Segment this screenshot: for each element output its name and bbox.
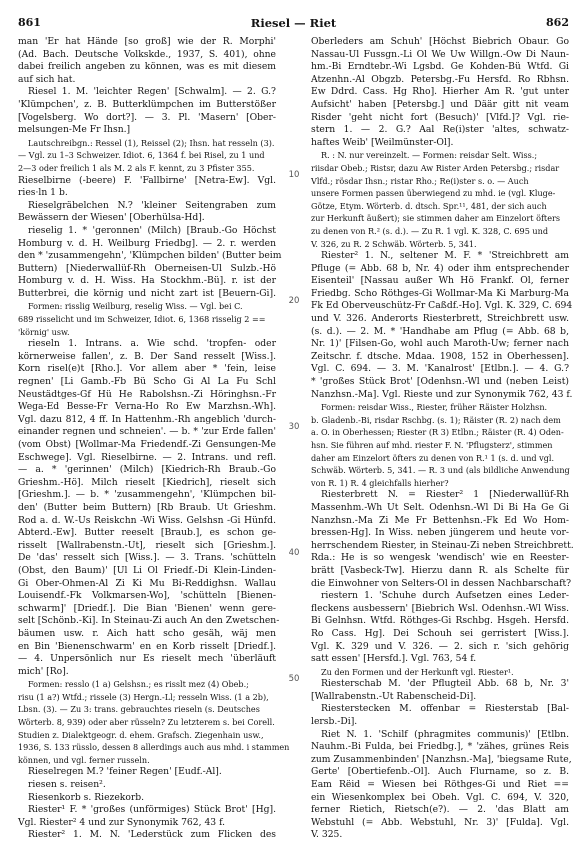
text-line: Friedbg. Scho Röthges-Gi Wollmar-Ma Ki Marburg-Ma xyxy=(311,287,569,299)
text-line: dabei freilich angeben zu können, was es mit diesem xyxy=(18,61,276,73)
gutter-line-number: 10 xyxy=(288,170,300,180)
text-line: hsn. Sie führen auf mhd. riester F. N. 'Pflugsterz', stimmen xyxy=(311,440,553,450)
text-line: [Grieshm.]. — b. * 'zusammengehn', 'Klümpchen bil- xyxy=(18,489,276,501)
text-line: Webstuhl (= Abb. Webstuhl, Nr. 3)' [Fulda]. Vgl. xyxy=(311,816,569,828)
text-line: unsere Formen passen überwiegend zu mhd. ie (vgl. Kluge- xyxy=(311,188,556,199)
text-line: b. Gladenb.-Bi, risdar Rschbg. (s. 1); Räister (R. 2) nach dem xyxy=(311,414,561,425)
text-line: Rda.: He is so wengesk 'wendisch' wie en Reester- xyxy=(311,552,569,564)
text-line: Eschwege]. Vgl. Rieselbirne. — 2. Intrans. und refl. xyxy=(18,451,276,463)
text-line: Nanzhsn.-Ma]. Vgl. Rieste und zur Synonymik 762, 43 f. xyxy=(311,388,573,400)
text-line: Riester² 1. M. N. 'Lederstück zum Flicken des xyxy=(28,829,276,841)
text-line: die Einwohner von Selters-Ol in dessen Nachbarschaft? xyxy=(311,577,572,589)
text-line: auf sich hat. xyxy=(18,73,76,85)
text-line: De 'das' resselt sich [Wiss.]. — 3. Trans. 'schütteln xyxy=(18,552,276,564)
text-line: können, und vgl. ferner russeln. xyxy=(18,754,150,765)
text-line: Lbsn. (3). — Zu 3: trans. gebrauchtes rieseln (s. Deutsches xyxy=(18,704,260,715)
text-line: Götze, Etym. Wörterb. d. dtsch. Spr.¹¹, 481, der sich auch xyxy=(311,200,547,211)
text-line: Vgl. C. 694. — 3. M. 'Kanalrost' [Etlbn.]. — 4. G.? xyxy=(311,363,569,375)
text-line: Riester¹ F. * 'großes (unförmiges) Stück Brot' [Hg]. xyxy=(28,804,276,816)
text-line: Zu den Formen und der Herkunft vgl. Riester¹. xyxy=(321,666,514,677)
text-line: fleckens ausbessern' [Biebrich Wsl. Odenhsn.-Wl Wiss. xyxy=(311,602,569,614)
text-line: Ew Ddrd. Cass. Hg Rho]. Hierher Am R. 'gut unter xyxy=(311,86,569,98)
text-line: [Wallrabenstn.-Ut Rabenscheid-Di]. xyxy=(311,690,477,702)
text-line: Formen: resslo (1 a) Gelshsn.; es risslt mez (4) Obeb.; xyxy=(28,679,249,690)
text-line: Formen: reisdar Wiss., Riester, früher Räister Holzhsn. xyxy=(321,402,548,413)
text-line: rieselig 1. * 'geronnen' (Milch) [Braub.-Go Höchst xyxy=(28,224,276,236)
text-line: herrschendem Riester, in Steinau-Zi neben Streichbrett. xyxy=(311,539,574,551)
gutter-line-number: 20 xyxy=(288,296,300,306)
text-line: Riet N. 1. 'Schilf (phragmites communis)' [Etlbn. xyxy=(321,728,569,740)
text-line: * 'großes Stück Brot' [Odenhsn.-Wl und (neben Leist) xyxy=(311,376,569,388)
text-line: risu (1 a?) Wtfd.; rissele (3) Hergn.-Ll; resseln Wiss. (1 a 2b), xyxy=(18,691,269,702)
text-line: Homburg v. d. H. Weilburg Friedbg]. — 2. r. werden xyxy=(18,237,276,249)
text-line: rieseln 1. Intrans. a. Wie schd. 'tropfen- oder xyxy=(28,338,276,350)
text-line: V. 326, zu R. 2 Schwäb. Wörterb. 5, 341. xyxy=(311,238,477,249)
text-line: bäumen usw. r. Aich hatt scho gesäh, wäj men xyxy=(18,627,276,639)
text-line: Studien z. Dialektgeogr. d. ehem. Grafsch. Ziegenhain usw., xyxy=(18,729,264,740)
text-line: Nanzhsn.-Ma Zi Me Fr Bettenhsn.-Fk Ed Wo Hom- xyxy=(311,514,569,526)
text-line: Wörterb. 8, 939) oder aber rüsseln? Zu letzterem s. bei Corell. xyxy=(18,717,275,728)
text-line: man 'Er hat Hände [so groß] wie der R. Morphi' xyxy=(18,36,276,47)
text-line: Riesel 1. M. 'leichter Regen' [Schwalm]. — 2. G.? xyxy=(28,86,276,98)
text-line: Oberleders am Schuh' [Höchst Biebrich Obaur. Go xyxy=(311,36,569,47)
gutter-line-number: 30 xyxy=(288,422,300,432)
text-line: Atzenhn.-Al Obgzb. Petersbg.-Fu Hersfd. Ro Rbhsn. xyxy=(311,73,569,85)
text-line: haftes Weib' [Weilmünster-Ol]. xyxy=(311,136,454,148)
text-line: Gerte' [Obertiefenb.-Ol]. Auch Flurname, so z. B. xyxy=(311,766,569,778)
text-line: mich' [Ro]. xyxy=(18,665,69,677)
text-line: zum Zusammenbinden' [Nanzhsn.-Ma], 'biegsame Rute, xyxy=(311,753,572,765)
text-line: Vlfd.; rösdar Ihsn.; ristar Rho.; Re(i)ster s. o. — Auch xyxy=(311,175,529,186)
text-line: zu denen von R.² (s. d.). — Zu R. 1 vgl. K. 328, C. 695 und xyxy=(311,225,549,236)
text-line: den' (Butter beim Buttern) [Rb Braub. Ut Grieshm. xyxy=(18,501,276,513)
text-line: lersb.-Di]. xyxy=(311,716,358,728)
text-line: Lautschreibgn.: Ressel (1), Reissel (2); Ihsn. hat resseln (3). xyxy=(28,137,275,148)
text-line: Bi Gelnhsn. Wtfd. Röthges-Gi Rschbg. Hsgeh. Hersfd. xyxy=(311,615,569,627)
page-header xyxy=(18,16,569,30)
text-line: Ro Cass. Hg]. Dei Schouh sei gerristert [Wiss.]. xyxy=(311,627,569,639)
text-line: Formen: risslig Weilburg, reselig Wiss. — Vgl. bei C. xyxy=(28,301,243,312)
text-line: Riesterschab M. 'der Pflugteil Abb. 68 b, Nr. 3' xyxy=(321,678,569,690)
text-line: — a. * 'gerinnen' (Milch) [Kiedrich-Rh Braub.-Go xyxy=(18,464,276,476)
text-line: hm.-Bi Erndtebr.-Wi Lgsbd. Ge Kohden-Bü Wtfd. Gi xyxy=(311,61,569,73)
text-line: selt [Schönb.-Ki]. In Steinau-Zi auch An den Zwetschen- xyxy=(18,615,280,627)
text-line: Homburg v. d. H. Wiss. Ha Stockhm.-Bü]. r. ist der xyxy=(18,275,276,287)
page-number-left: 861 xyxy=(18,16,41,29)
text-line: 'körnig' usw. xyxy=(18,326,70,337)
text-line: Pfluge (= Abb. 68 b, Nr. 4) oder ihm entsprechender xyxy=(311,262,569,274)
text-line: Louisendf.-Fk Volkmarsen-Wo], 'schütteln [Bienen- xyxy=(18,590,276,602)
text-line: Fk Ed Oberveuschütz-Fr Caßdf.-Ho]. Vgl. K. 329, C. 694 xyxy=(311,300,573,312)
text-line: — 4. Unpersönlich nur Es rieselt mech 'überläuft xyxy=(18,653,276,665)
text-line: Buttern) [Niederwallüf-Rh Oberneisen-Ul Sulzb.-Hö xyxy=(18,262,276,274)
text-line: satt essen' [Hersfd.]. Vgl. 763, 54 f. xyxy=(311,653,477,665)
text-line: Riesenkorb s. Riezekorb. xyxy=(28,791,145,803)
text-line: Riester² 1. N., seltener M. F. * 'Streichbrett am xyxy=(321,250,569,262)
text-line: ries·ln 1 b. xyxy=(18,187,68,199)
text-line: Vgl. K. 329 und V. 326. — 2. sich r. 'sich gehörig xyxy=(311,640,569,652)
text-line: Bewässern der Wiesen' [Oberhülsa-Hd]. xyxy=(18,212,205,224)
line-number-gutter xyxy=(282,36,306,796)
text-line: stern 1. — 2. G.? Aal Re(i)ster 'altes, schwatz- xyxy=(311,124,569,136)
text-line: a. O. in Oberhessen; Riester (R 3) Etlbn.; Räister (R. 4) Oden- xyxy=(311,427,564,438)
text-line: Rieselregen M.? 'feiner Regen' [Eudf.-Al]. xyxy=(28,766,222,778)
text-line: den * 'zusammengehn', 'Klümpchen bilden' (Butter beim xyxy=(18,250,282,262)
text-line: 2—3 oder freilich 1 als M. 2 als F. kennt, zu 3 Pfister 355. xyxy=(18,162,255,173)
text-line: Wega-Ed Besse-Fr Verna-Ho Ro Ew Marzhsn.-Wh]. xyxy=(18,401,276,413)
text-line: zur Herkunft äußert); sie stimmen daher am Einzelort öfters xyxy=(311,213,561,224)
text-line: Grieshm.-Hö]. Milch rieselt [Kiedrich], rieselt sich xyxy=(18,476,276,488)
page-number-right: 862 xyxy=(546,16,569,29)
text-line: en Bin 'Bienenschwarm' en en Korb risselt [Driedf.]. xyxy=(18,640,276,652)
text-line: einander regnen und schneien'. — b. * 'zur Erde fallen' xyxy=(18,426,276,438)
text-line: (s. d.). — 2. M. * 'Handhabe am Pflug (= Abb. 68 b, xyxy=(311,325,569,337)
text-line: brätt [Vasbeck-Tw]. Hierzu dann R. als Schelte für xyxy=(311,564,569,576)
text-line: Rod a. d. W.-Us Reiskchn -Wi Wiss. Gelshsn -Gi Hünfd. xyxy=(18,514,276,526)
text-line: (Obst, den Baum)' [Ul Li Ol Friedf.-Di Klein-Linden- xyxy=(18,564,276,576)
text-line: Zeitschr. f. dtsche. Mdaa. 1908, 152 in Oberhessen]. xyxy=(311,350,569,362)
text-line: körnerweise fallen', z. B. Der Sand resselt [Wiss.]. xyxy=(18,350,276,362)
left-column xyxy=(18,36,290,841)
right-column xyxy=(311,36,574,841)
text-line: Rieselbirne (-beere) F. 'Fallbirne' [Netra-Ew]. Vgl. xyxy=(18,174,276,186)
text-line: Nauhm.-Bi Fulda, bei Friedbg.], * 'zähes, grünes Reis xyxy=(311,741,569,753)
text-line: ferner Rietich, Rietsch(e?). — 2. 'das Blatt am xyxy=(311,804,569,816)
text-line: Risder 'geht nicht fort (Besuch)' [Vlfd.]? Vgl. rie- xyxy=(311,111,569,123)
text-line: 1936, S. 133 rüsslo, dessen 8 allerdings auch aus mhd. i stammen xyxy=(18,742,290,753)
text-line: 'Klümpchen', z. B. Butterklümpchen im Butterstößer xyxy=(18,98,276,110)
text-line: Eisenteil' [Nassau außer Wh Hö Frankf. Ol, ferner xyxy=(311,275,569,287)
text-line: — Vgl. zu 1–3 Schweizer. Idiot. 6, 1364 f. bei Risel, zu 1 und xyxy=(18,150,265,161)
text-line: Nassau-Ul Fussgn.-Li Ol We Uw Willgn.-Ow Di Naun- xyxy=(311,48,569,60)
text-line: Riesterbrett N. = Riester² 1 [Niederwallüf-Rh xyxy=(321,489,569,501)
text-line: und V. 326. Anderorts Riesterbrett, Streichbrett usw. xyxy=(311,313,569,325)
text-line: Massenhm.-Wh Ut Selt. Odenhsn.-Wl Di Bi Ha Ge Gi xyxy=(311,501,569,513)
gutter-line-number: 40 xyxy=(288,548,300,558)
text-line: riestern 1. 'Schuhe durch Aufsetzen eines Leder- xyxy=(321,590,569,602)
text-line: V. 325. xyxy=(311,829,343,841)
text-line: melsungen-Me Fr Ihsn.] xyxy=(18,124,131,136)
text-line: riisdar Obeb.; Ristsr, dazu Aw Rister Arden Petersbg.; risdar xyxy=(311,162,560,173)
text-line: regnen' [Li Gamb.-Fb Bü Scho Gi Al La Fu Schl xyxy=(18,376,276,388)
text-line: Abterd.-Ew]. Butter reeselt [Braub.], es schon ge- xyxy=(18,527,276,539)
text-line: (vom Obst) [Wollmar-Ma Friedendf.-Zi Gensungen-Me xyxy=(18,439,276,450)
text-line: Vgl. dazu 812, 4 ff. In Hattenhm.-Rh angeblich 'durch- xyxy=(18,413,276,425)
text-line: schwarm]' [Driedf.]. Die Bian 'Bienen' wenn gere- xyxy=(18,602,276,614)
text-line: 689 risselicht und im Schweizer, Idiot. 6, 1368 risselig 2 == xyxy=(18,314,266,325)
text-line: R. : N. nur vereinzelt. — Formen: reisdar Selt. Wiss.; xyxy=(321,150,538,161)
text-line: Neustädtges-Gf Hü He Rabolshsn.-Zi Höringhsn.-Fr xyxy=(18,388,276,400)
gutter-line-number: 50 xyxy=(288,674,300,684)
text-line: Schwäb. Wörterb. 5, 341. — R. 3 und (als bildliche Anwendung xyxy=(311,465,570,476)
text-line: von R. 1) R. 4 gleichfalls hierher? xyxy=(311,477,449,488)
text-line: Butterbrei, die körnig und nicht zart ist [Beuern-Gi]. xyxy=(18,287,276,299)
text-line: Rieselgräbelchen N.? 'kleiner Seitengraben zum xyxy=(28,199,276,211)
text-line: Eam Rëid = Wiesen bei Röthges-Gi und Riet == xyxy=(311,779,569,791)
text-line: ein Wiesenkomplex bei Obeh. Vgl. C. 694, V. 320, xyxy=(311,791,569,803)
text-line: Vgl. Riester² 4 und zur Synonymik 762, 43 f. xyxy=(18,816,226,828)
text-line: Riesterstecken M. offenbar = Riesterstab [Bal- xyxy=(321,703,569,715)
text-line: risselt [Wallrabenstn.-Ut], rieselt sich [Grieshm.]. xyxy=(18,539,276,551)
text-line: riesen s. reisen². xyxy=(28,779,106,791)
text-line: (Ad. Bach. Deutsche Volkskde., 1937, S. 401), ohne xyxy=(18,48,276,60)
text-line: daher am Einzelort öfters zu denen von R.¹ 1 (s. d. und vgl. xyxy=(311,452,555,463)
running-title: Riesel — Riet xyxy=(250,16,337,30)
text-line: Aufsicht' haben [Petersbg.] und Däär gitt nit veam xyxy=(311,98,569,110)
text-line: Nr. 1)' [Filsen-Go, wohl auch Maroth-Uw; ferner nach xyxy=(311,338,569,350)
text-line: bressen-Hg]. In Wiss. neben jüngerem und heute vor- xyxy=(311,527,569,539)
text-line: [Vogelsberg. Wo dort?]. — 3. Pl. 'Masern' [Ober- xyxy=(18,111,276,123)
text-line: Korn risel(e)t [Rho.]. Vor allem aber * 'fein, leise xyxy=(18,363,276,375)
text-line: Gi Ober-Ohmen-Al Zi Ki Mu Bi-Reddighsn. Wallau xyxy=(18,577,276,589)
